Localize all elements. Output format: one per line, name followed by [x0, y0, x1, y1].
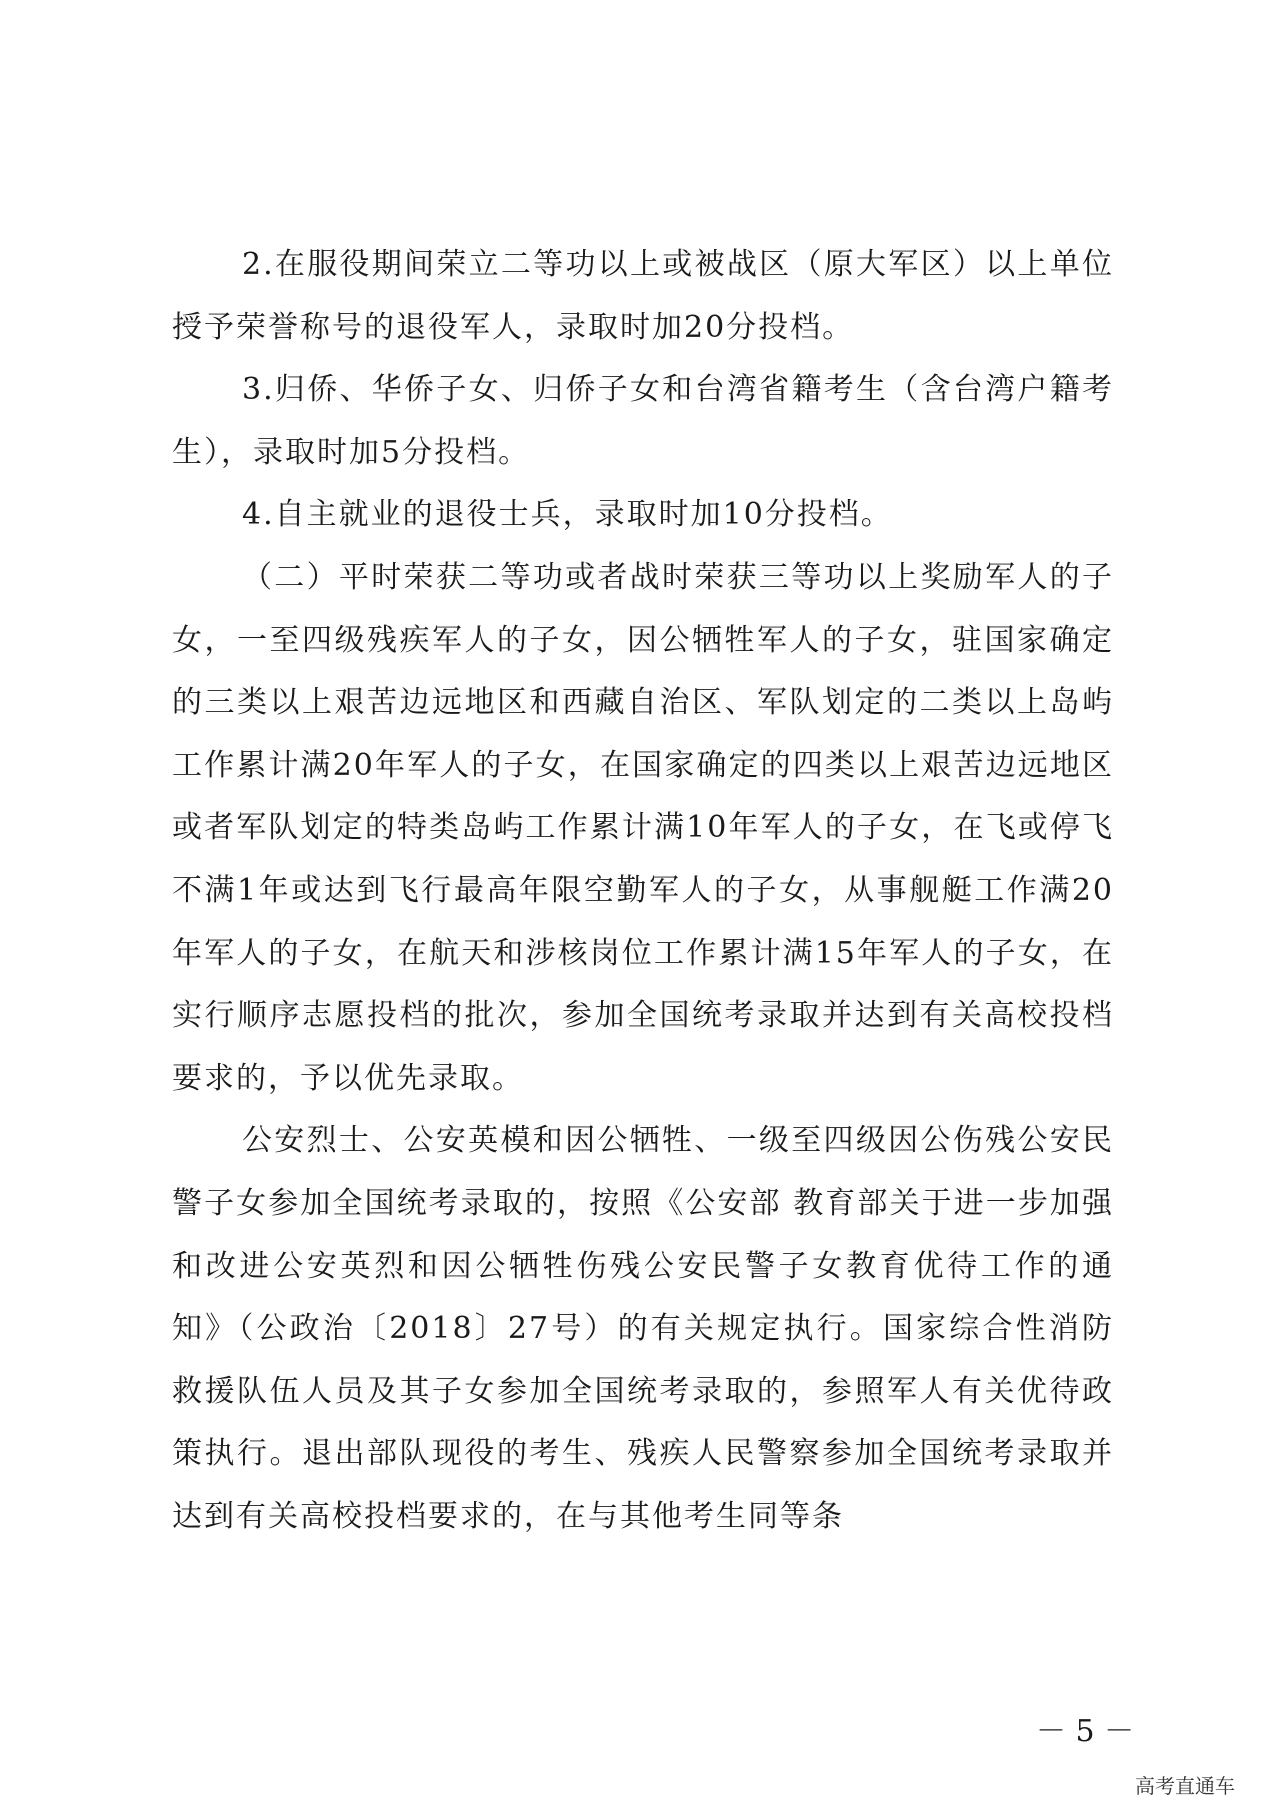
paragraph-section-2: （二）平时荣获二等功或者战时荣获三等功以上奖励军人的子女，一至四级残疾军人的子女，因公牺牲军人的子女，驻国家确定的三类以上艰苦边远地区和西藏自治区、军队划定的二类以上岛屿工作累计满20年军人的子女，在国家确定的四类以上艰苦边远地区或者军队划定的特类岛屿工作累计满10年军人的子女，在飞或停飞不满1年或达到飞行最高年限空勤军人的子女，从事舰艇工作满20年军人的子女，在航天和涉核岗位工作累计满15年军人的子女，在实行顺序志愿投档的批次，参加全国统考录取并达到有关高校投档要求的，予以优先录取。: [172, 559, 1114, 1096]
paragraph-item-4: 4.自主就业的退役士兵，录取时加10分投档。: [242, 497, 893, 533]
paragraph-item-3: 3.归侨、华侨子女、归侨子女和台湾省籍考生（含台湾户籍考生），录取时加5分投档。: [172, 372, 1114, 470]
page-number: － 5 －: [1036, 1714, 1135, 1749]
paragraph-item-2: 2.在服役期间荣立二等功以上或被战区（原大军区）以上单位授予荣誉称号的退役军人，录取时加20分投档。: [172, 247, 1114, 345]
paragraph-police-families: 公安烈士、公安英模和因公牺牲、一级至四级因公伤残公安民警子女参加全国统考录取的，按照《公安部 教育部关于进一步加强和改进公安英烈和因公牺牲伤残公安民警子女教育优待工作的通知》（公政治〔2018〕27号）的有关规定执行。国家综合性消防救援队伍人员及其子女参加全国统考录取的，参照军人有关优待政策执行。退出部队现役的考生、残疾人民警察参加全国统考录取并达到有关高校投档要求的，在与其他考生同等条: [172, 1123, 1114, 1534]
watermark-text: 高考直通车: [1135, 1774, 1235, 1798]
document-body: [172, 234, 1114, 1548]
